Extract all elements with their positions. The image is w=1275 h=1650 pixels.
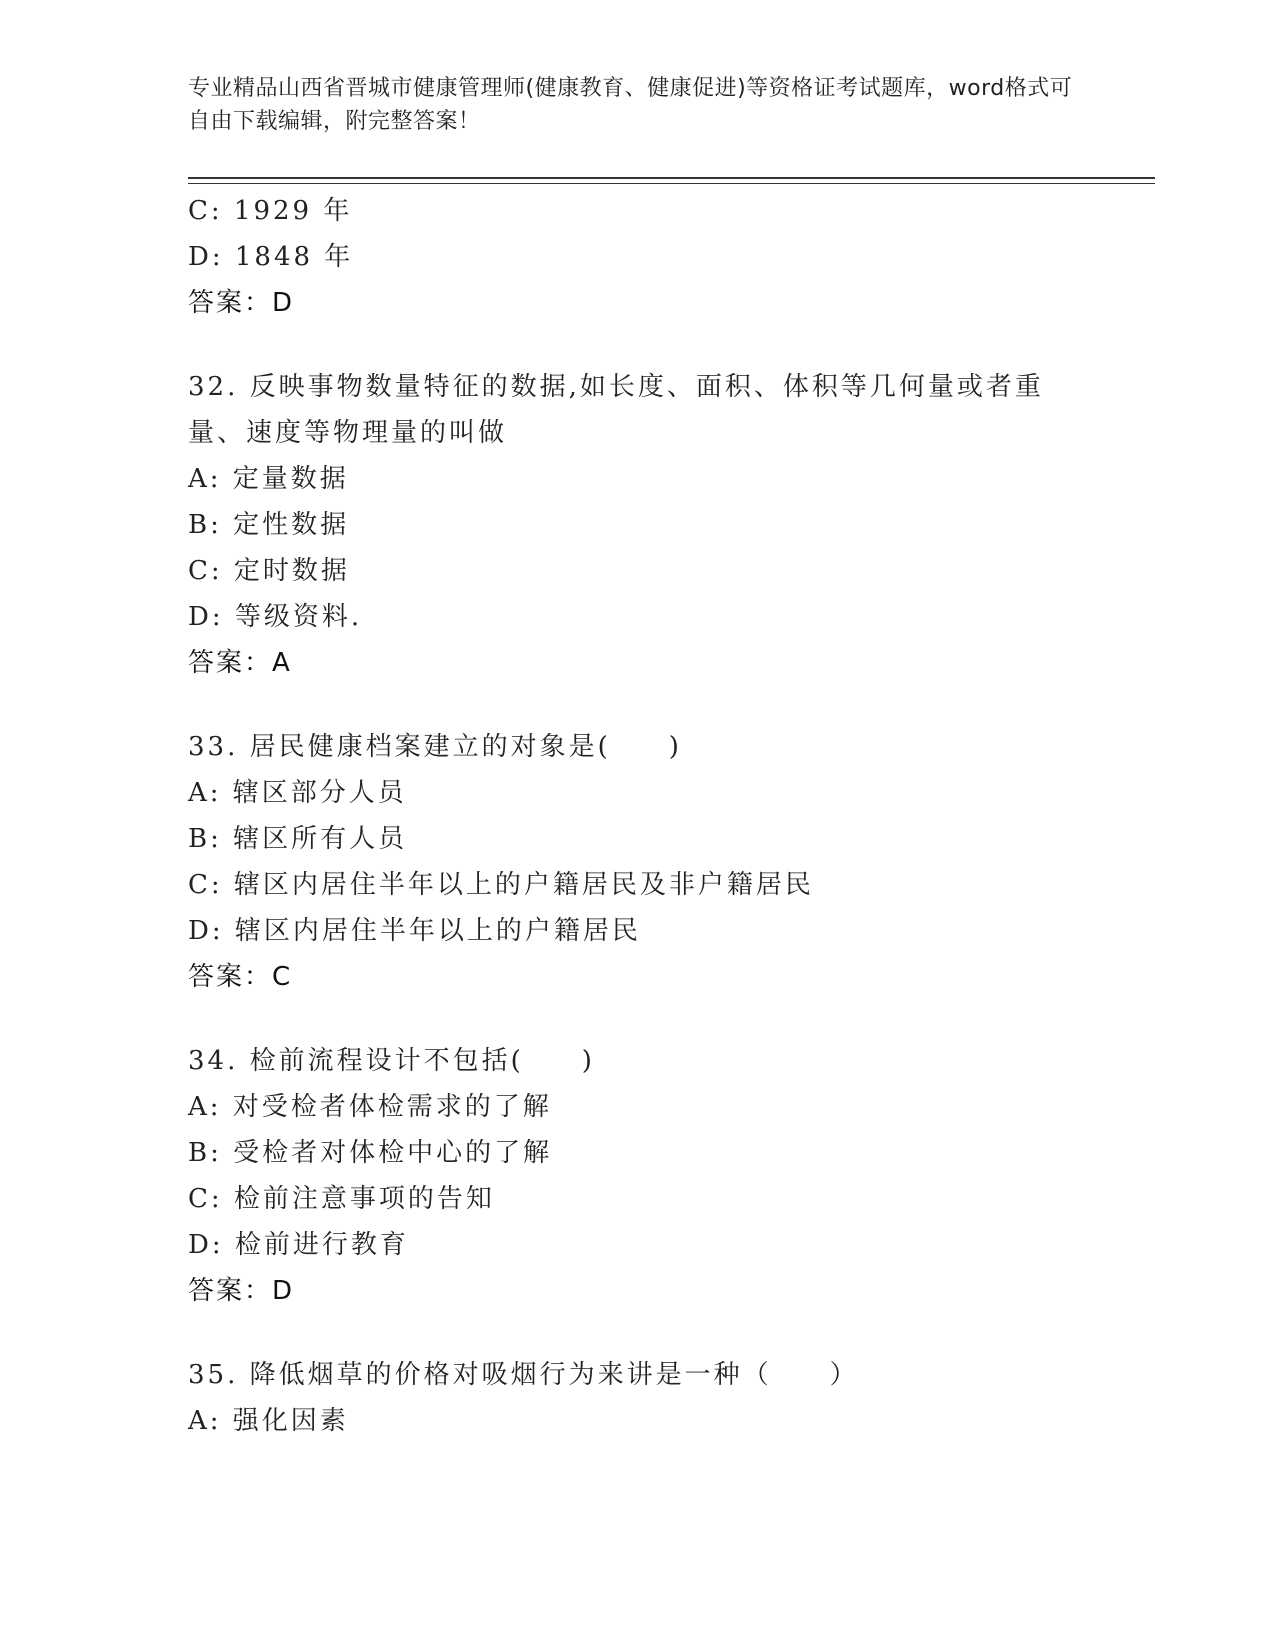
option-a: A: 定量数据 [188,464,349,494]
question-35 [188,1352,1118,1444]
question-stem: 32. 反映事物数量特征的数据,如长度、面积、体积等几何量或者重量、速度等物理量的叫做 [188,372,1044,448]
question-34 [188,1038,1118,1314]
header-title: 专业精品山西省晋城市健康管理师(健康教育、健康促进)等资格证考试题库，word格式可自由下载编辑，附完整答案！ [188,76,1073,134]
answer: 答案：D [188,1276,295,1306]
header-divider-thin [188,183,1155,184]
option-d: D: 1848 年 [188,242,354,272]
option-b: B: 辖区所有人员 [188,824,408,854]
answer: 答案：A [188,648,292,678]
option-d: D: 检前进行教育 [188,1230,409,1260]
option-b: B: 定性数据 [188,510,350,540]
question-31-continuation [188,188,1118,326]
option-a: A: 对受检者体检需求的了解 [188,1092,552,1122]
answer: 答案：C [188,962,293,992]
question-stem: 35. 降低烟草的价格对吸烟行为来讲是一种（ ） [188,1360,859,1390]
question-32 [188,364,1118,686]
page-header [188,72,1088,138]
option-d: D: 等级资料. [188,602,363,632]
option-c: C: 定时数据 [188,556,350,586]
option-b: B: 受检者对体检中心的了解 [188,1138,553,1168]
answer: 答案：D [188,288,295,318]
question-stem: 33. 居民健康档案建立的对象是( ) [188,732,682,762]
option-a: A: 强化因素 [188,1406,349,1436]
option-c: C: 检前注意事项的告知 [188,1184,495,1214]
option-c: C: 1929 年 [188,196,353,226]
option-d: D: 辖区内居住半年以上的户籍居民 [188,916,641,946]
question-stem: 34. 检前流程设计不包括( ) [188,1046,595,1076]
header-divider-thick [188,177,1155,179]
option-a: A: 辖区部分人员 [188,778,407,808]
option-c: C: 辖区内居住半年以上的户籍居民及非户籍居民 [188,870,814,900]
question-33 [188,724,1118,1000]
question-list [188,188,1118,1444]
